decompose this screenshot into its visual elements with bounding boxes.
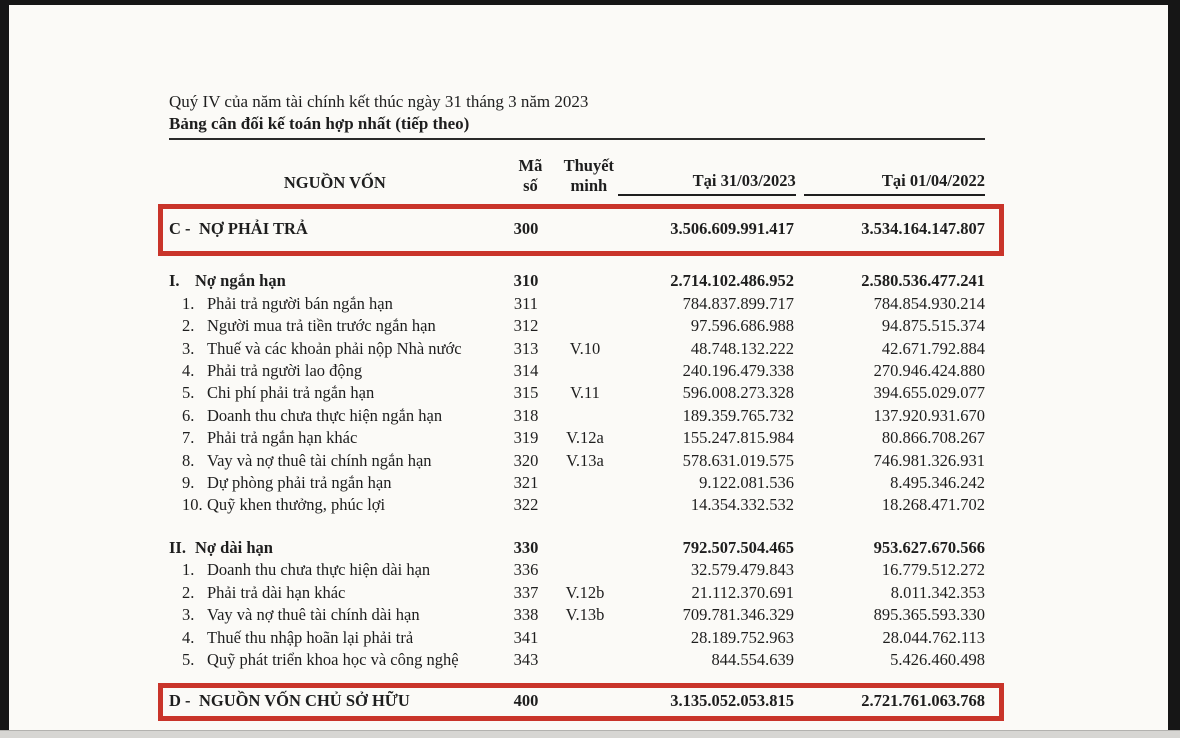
column-header-thuyet: Thuyết xyxy=(563,156,615,175)
report-title: Bảng cân đối kế toán hợp nhất (tiếp theo) xyxy=(169,114,470,133)
row-note xyxy=(556,627,614,649)
row-prefix: 4. xyxy=(182,361,195,381)
row-note: V.13a xyxy=(566,450,604,470)
row-note: V.12a xyxy=(566,428,604,448)
table-row xyxy=(169,537,985,559)
row-label: Nợ ngắn hạn xyxy=(195,271,286,291)
row-value-2022: 16.779.512.272 xyxy=(881,560,985,580)
row-label: Người mua trả tiền trước ngắn hạn xyxy=(207,316,436,336)
row-prefix: 10. xyxy=(182,495,203,515)
row-value-2022: 94.875.515.374 xyxy=(881,316,985,336)
table-row xyxy=(169,427,985,449)
row-label: NGUỒN VỐN CHỦ SỞ HỮU xyxy=(199,691,410,711)
row-prefix: 4. xyxy=(182,627,195,647)
row-note: V.11 xyxy=(570,383,600,403)
row-note xyxy=(556,360,614,382)
row-value-2022: 137.920.931.670 xyxy=(873,405,985,425)
row-label: Phải trả người lao động xyxy=(207,361,363,381)
row-label: Thuế thu nhập hoãn lại phải trả xyxy=(207,627,414,647)
row-label: Doanh thu chưa thực hiện ngắn hạn xyxy=(207,405,443,425)
row-value-2022: 18.268.471.702 xyxy=(881,495,985,515)
column-header-date-2023: Tại 31/03/2023 xyxy=(618,171,796,196)
row-code: 321 xyxy=(513,473,539,493)
table-row xyxy=(169,338,985,360)
row-note xyxy=(556,315,614,337)
row-value-2022: 5.426.460.498 xyxy=(890,649,985,669)
row-note: V.10 xyxy=(569,338,601,358)
report-period-text: Quý IV của năm tài chính kết thúc ngày 31 tháng 3 năm 2023 xyxy=(169,92,589,111)
row-value-2023: 2.714.102.486.952 xyxy=(670,271,794,291)
row-code: 313 xyxy=(513,338,539,358)
row-label: Phải trả ngắn hạn khác xyxy=(207,428,358,448)
table-row xyxy=(169,627,985,649)
row-label: Quỹ phát triển khoa học và công nghệ xyxy=(207,649,459,669)
row-value-2022: 8.011.342.353 xyxy=(890,582,985,602)
row-prefix: 3. xyxy=(182,605,195,625)
row-value-2023: 596.008.273.328 xyxy=(682,383,794,403)
row-value-2022: 80.866.708.267 xyxy=(881,428,985,448)
row-prefix: 1. xyxy=(182,293,195,313)
row-value-2022: 2.721.761.063.768 xyxy=(861,691,985,711)
row-value-2023: 28.189.752.963 xyxy=(690,627,794,647)
row-value-2023: 578.631.019.575 xyxy=(682,450,794,470)
row-value-2023: 32.579.479.843 xyxy=(690,560,794,580)
row-note xyxy=(556,472,614,494)
row-value-2023: 14.354.332.532 xyxy=(690,495,794,515)
row-value-2022: 394.655.029.077 xyxy=(873,383,985,403)
row-value-2022: 746.981.326.931 xyxy=(873,450,985,470)
table-row xyxy=(169,582,985,604)
row-code: 338 xyxy=(513,605,539,625)
row-label: Thuế và các khoản phải nộp Nhà nước xyxy=(207,338,462,358)
row-value-2023: 240.196.479.338 xyxy=(682,361,794,381)
row-prefix: 7. xyxy=(182,428,195,448)
row-prefix: 2. xyxy=(182,582,195,602)
row-prefix: 5. xyxy=(182,383,195,403)
row-note: V.13b xyxy=(565,605,605,625)
row-value-2022: 8.495.346.242 xyxy=(890,473,985,493)
row-code: 315 xyxy=(513,383,539,403)
row-value-2022: 2.580.536.477.241 xyxy=(861,271,985,291)
row-value-2022: 895.365.593.330 xyxy=(873,605,985,625)
row-note xyxy=(556,293,614,315)
row-label: Vay và nợ thuê tài chính ngắn hạn xyxy=(207,450,432,470)
highlighted-row xyxy=(158,204,1004,256)
row-value-2023: 792.507.504.465 xyxy=(682,537,794,557)
row-prefix: 2. xyxy=(182,316,195,336)
row-label: NỢ PHẢI TRẢ xyxy=(199,219,308,238)
row-note xyxy=(556,405,614,427)
table-row xyxy=(169,559,985,581)
row-code: 300 xyxy=(513,219,539,238)
row-label: Vay và nợ thuê tài chính dài hạn xyxy=(207,605,420,625)
table-row xyxy=(169,649,985,671)
row-code: 322 xyxy=(513,495,539,515)
row-prefix: I. xyxy=(169,271,180,291)
table-body xyxy=(169,204,985,721)
row-code: 337 xyxy=(513,582,539,602)
document-page xyxy=(9,5,1168,732)
table-row xyxy=(169,405,985,427)
row-value-2022: 270.946.424.880 xyxy=(873,361,985,381)
highlighted-row xyxy=(158,683,1004,720)
row-label: Chi phí phải trả ngắn hạn xyxy=(207,383,375,403)
row-code: 318 xyxy=(513,405,539,425)
row-code: 310 xyxy=(513,271,539,291)
row-value-2023: 21.112.370.691 xyxy=(691,582,794,602)
row-value-2023: 709.781.346.329 xyxy=(682,605,794,625)
row-note xyxy=(556,270,614,292)
row-value-2022: 28.044.762.113 xyxy=(882,627,985,647)
row-prefix: 9. xyxy=(182,473,195,493)
column-header-nguon-von: NGUỒN VỐN xyxy=(283,173,386,192)
table-row xyxy=(169,494,985,516)
balance-sheet xyxy=(169,91,985,721)
row-value-2023: 3.506.609.991.417 xyxy=(670,219,794,238)
row-value-2022: 42.671.792.884 xyxy=(881,338,985,358)
row-code: 320 xyxy=(513,450,539,470)
row-label: Doanh thu chưa thực hiện dài hạn xyxy=(207,560,431,580)
row-value-2023: 155.247.815.984 xyxy=(682,428,794,448)
column-header-ma-so xyxy=(501,156,560,196)
row-note xyxy=(556,218,614,240)
table-row xyxy=(169,360,985,382)
table-row xyxy=(169,315,985,337)
row-note xyxy=(556,690,614,712)
row-label: Dự phòng phải trả ngắn hạn xyxy=(207,473,392,493)
row-prefix: 8. xyxy=(182,450,195,470)
row-value-2023: 784.837.899.717 xyxy=(682,293,794,313)
row-prefix: II. xyxy=(169,537,186,557)
row-label: Phải trả dài hạn khác xyxy=(207,582,346,602)
row-value-2023: 3.135.052.053.815 xyxy=(670,691,794,711)
column-header-ma: Mã xyxy=(518,156,543,175)
row-value-2022: 784.854.930.214 xyxy=(873,293,985,313)
column-header-thuyet-minh xyxy=(560,156,617,196)
row-prefix: 1. xyxy=(182,560,195,580)
row-code: 330 xyxy=(513,537,539,557)
row-prefix: 6. xyxy=(182,405,195,425)
row-note xyxy=(556,537,614,559)
row-prefix: 3. xyxy=(182,338,195,358)
table-row xyxy=(169,270,985,292)
row-prefix: D - xyxy=(169,691,191,711)
title-block xyxy=(169,91,985,140)
row-label: Nợ dài hạn xyxy=(195,537,273,557)
row-value-2023: 9.122.081.536 xyxy=(699,473,794,493)
column-header-date-2022: Tại 01/04/2022 xyxy=(804,171,985,196)
row-prefix: 5. xyxy=(182,649,195,669)
row-value-2022: 953.627.670.566 xyxy=(873,537,985,557)
row-code: 400 xyxy=(513,691,539,711)
row-label: Phải trả người bán ngắn hạn xyxy=(207,293,393,313)
row-code: 314 xyxy=(513,361,539,381)
row-prefix: C - xyxy=(169,219,191,238)
row-value-2023: 844.554.639 xyxy=(711,649,794,669)
table-row xyxy=(169,604,985,626)
bottom-strip xyxy=(0,730,1180,738)
row-code: 341 xyxy=(513,627,539,647)
row-note xyxy=(556,494,614,516)
table-header-row xyxy=(169,156,985,196)
column-header-so: số xyxy=(523,176,538,195)
table-row xyxy=(169,382,985,404)
row-code: 336 xyxy=(513,560,539,580)
row-note xyxy=(556,649,614,671)
row-value-2023: 189.359.765.732 xyxy=(682,405,794,425)
row-code: 311 xyxy=(513,293,539,313)
column-header-minh: minh xyxy=(570,176,608,195)
row-code: 343 xyxy=(513,649,539,669)
row-value-2022: 3.534.164.147.807 xyxy=(861,219,985,238)
row-value-2023: 48.748.132.222 xyxy=(690,338,794,358)
row-label: Quỹ khen thưởng, phúc lợi xyxy=(207,495,386,515)
table-row xyxy=(169,293,985,315)
row-note xyxy=(556,559,614,581)
row-code: 319 xyxy=(513,428,539,448)
row-value-2023: 97.596.686.988 xyxy=(690,316,794,336)
table-row xyxy=(169,472,985,494)
row-code: 312 xyxy=(513,316,539,336)
row-note: V.12b xyxy=(565,582,605,602)
table-row xyxy=(169,450,985,472)
